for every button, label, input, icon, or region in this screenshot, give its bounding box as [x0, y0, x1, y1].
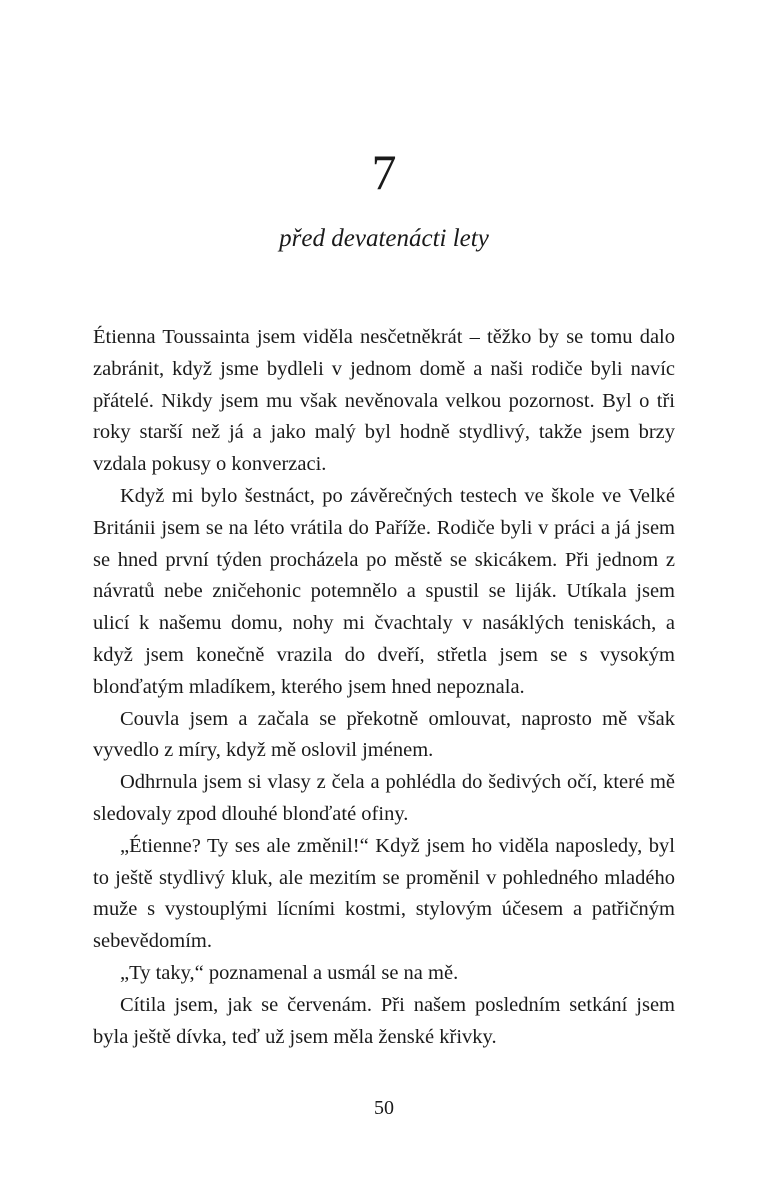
chapter-subtitle: před devatenácti lety: [279, 225, 489, 252]
paragraph-4: Odhrnula jsem si vlasy z čela a pohlédla do šedivých očí, které mě sledovaly zpod dlouhé blonďaté ofiny.: [93, 771, 675, 825]
paragraph-6: „Ty taky,“ poznamenal a usmál se na mě.: [120, 961, 459, 984]
paragraph-7: Cítila jsem, jak se červenám. Při našem posledním setkání jsem byla ještě dívka, teď už jsem měla ženské křivky.: [93, 993, 675, 1048]
chapter-number: 7: [371, 144, 397, 200]
body-text: [93, 322, 675, 1053]
paragraph-3: Couvla jsem a začala se překotně omlouvat, naprosto mě však vyvedlo z míry, když mě oslovil jménem.: [93, 707, 675, 762]
paragraph-1: Étienna Toussainta jsem viděla nesčetněkrát – těžko by se tomu dalo zabránit, když jsme bydleli v jednom domě a naši rodiče byli navíc přátelé. Nikdy jsem mu však nevěnovala velkou pozornost. Byl o tři roky starší než já a jako malý byl hodně stydlivý, takže jsem brzy vzdala pokusy o konverzaci.: [93, 326, 675, 476]
paragraph-5: „Étienne? Ty ses ale změnil!“ Když jsem ho viděla naposledy, byl to ještě stydlivý kluk, ale mezitím se proměnil v pohledného mladého muže s vystouplými lícními kostmi, stylovým účesem a patřičným sebevědomím.: [93, 834, 675, 953]
page-number: 50: [374, 1097, 394, 1119]
paragraph-2: Když mi bylo šestnáct, po závěrečných testech ve škole ve Velké Británii jsem se na léto vrátila do Paříže. Rodiče byli v práci a já jsem se hned první týden procházela po městě se skicákem. Při jednom z návratů nebe zničehonic potemnělo a spustil se liják. Utíkala jsem ulicí k našemu domu, nohy mi čvachtaly v nasáklých teniskách, a když jsem konečně vrazila do dveří, střetla jsem se s vysokým blonďatým mladíkem, kterého jsem hned nepoznala.: [93, 484, 675, 698]
